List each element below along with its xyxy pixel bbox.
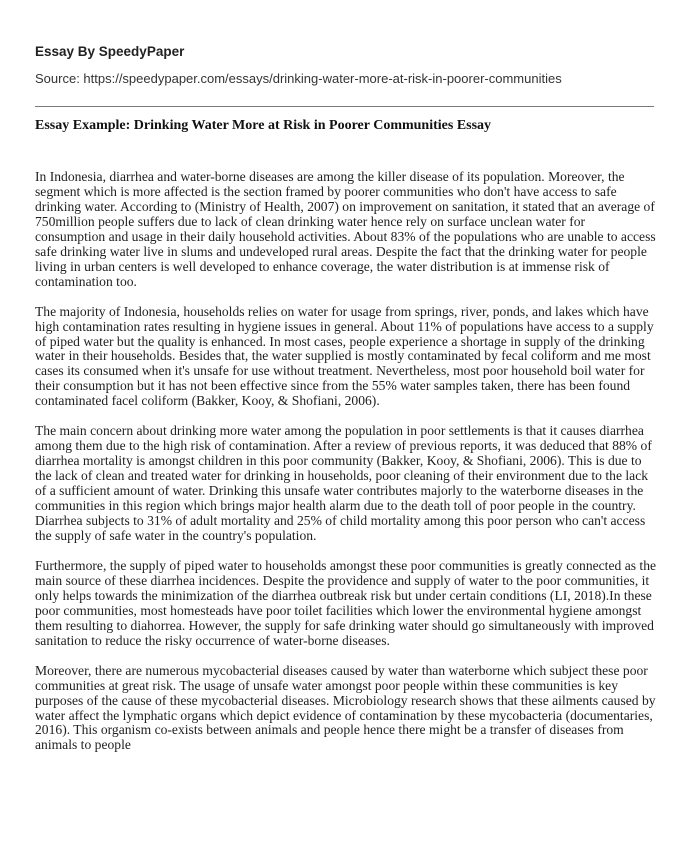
- essay-paragraph: Furthermore, the supply of piped water to households amongst these poor communities is greatly connected as the main source of these diarrhea incidences. Despite the providence and supply of water to the poor communities, it only helps towards the minimization of the diarrhea outbreak risk but under certain conditions (LI, 2018).In these poor communities, most homesteads have poor toilet facilities which lower the environmental hygiene amongst them resulting to diahorrea. However, the supply for safe drinking water should go simultaneously with improved sanitation to reduce the risky occurrence of water-borne diseases.: [35, 557, 657, 648]
- essay-paragraph: The main concern about drinking more water among the population in poor settlements is that it causes diarrhea among them due to the high risk of contamination. After a review of previous reports, it was deduced that 88% of diarrhea mortality is amongst children in this poor community (Bakker, Kooy, & Shofiani, 2006). This is due to the lack of clean and treated water for drinking in households, poor cleaning of their environment due to the lack of a sufficient amount of water. Drinking this unsafe water contributes majorly to the waterborne diseases in the communities in this region which brings major health alarm due to the death toll of poor people in the country. Diarrhea subjects to 31% of adult mortality and 25% of child mortality among this poor person who can't access the supply of safe water in the country's population.: [35, 423, 652, 543]
- essay-body: [35, 170, 657, 768]
- essay-paragraph: Moreover, there are numerous mycobacterial diseases caused by water than waterborne which subject these poor communities at great risk. The usage of unsafe water amongst poor people within these communities is key purposes of the cause of these mycobacterial diseases. Microbiology research shows that these ailments caused by water affect the lymphatic organs which depict evidence of contamination by these mycobacteria (documentaries, 2016). This organism co-exists between animals and people hence there might be a transfer of diseases from animals to people: [35, 662, 656, 753]
- document-brand: Essay By SpeedyPaper: [35, 44, 185, 59]
- source-link[interactable]: Source: https://speedypaper.com/essays/drinking-water-more-at-risk-in-poorer-communities: [35, 71, 562, 86]
- header-divider: [35, 106, 654, 107]
- essay-paragraph: In Indonesia, diarrhea and water-borne diseases are among the killer disease of its population. Moreover, the segment which is more affected is the section framed by poorer communities who don't have access to safe drinking water. According to (Ministry of Health, 2007) on improvement on sanitation, it stated that an average of 750million people suffers due to lack of clean drinking water hence rely on surface unclean water for consumption and usage in their daily household activities. About 83% of the populations who are unable to access safe drinking water live in slums and undeveloped rural areas. Despite the fact that the drinking water for people living in urban centers is well developed to enhance coverage, the water distribution is at immense risk of contamination too.: [35, 169, 656, 289]
- essay-paragraph: The majority of Indonesia, households relies on water for usage from springs, river, ponds, and lakes which have high contamination rates resulting in hygiene issues in general. About 11% of populations have access to a supply of piped water but the quality is enhanced. In most cases, people experience a shortage in supply of the drinking water in their households. Besides that, the water supplied is mostly contaminated by fecal coliform and me most cases its consumed when it's unsafe for use without treatment. Nevertheless, most poor household boil water for their consumption but it has not been effective since from the 55% water samples taken, there has been found contaminated facel coliform (Bakker, Kooy, & Shofiani, 2006).: [35, 303, 654, 409]
- essay-title: Essay Example: Drinking Water More at Risk in Poorer Communities Essay: [35, 118, 492, 133]
